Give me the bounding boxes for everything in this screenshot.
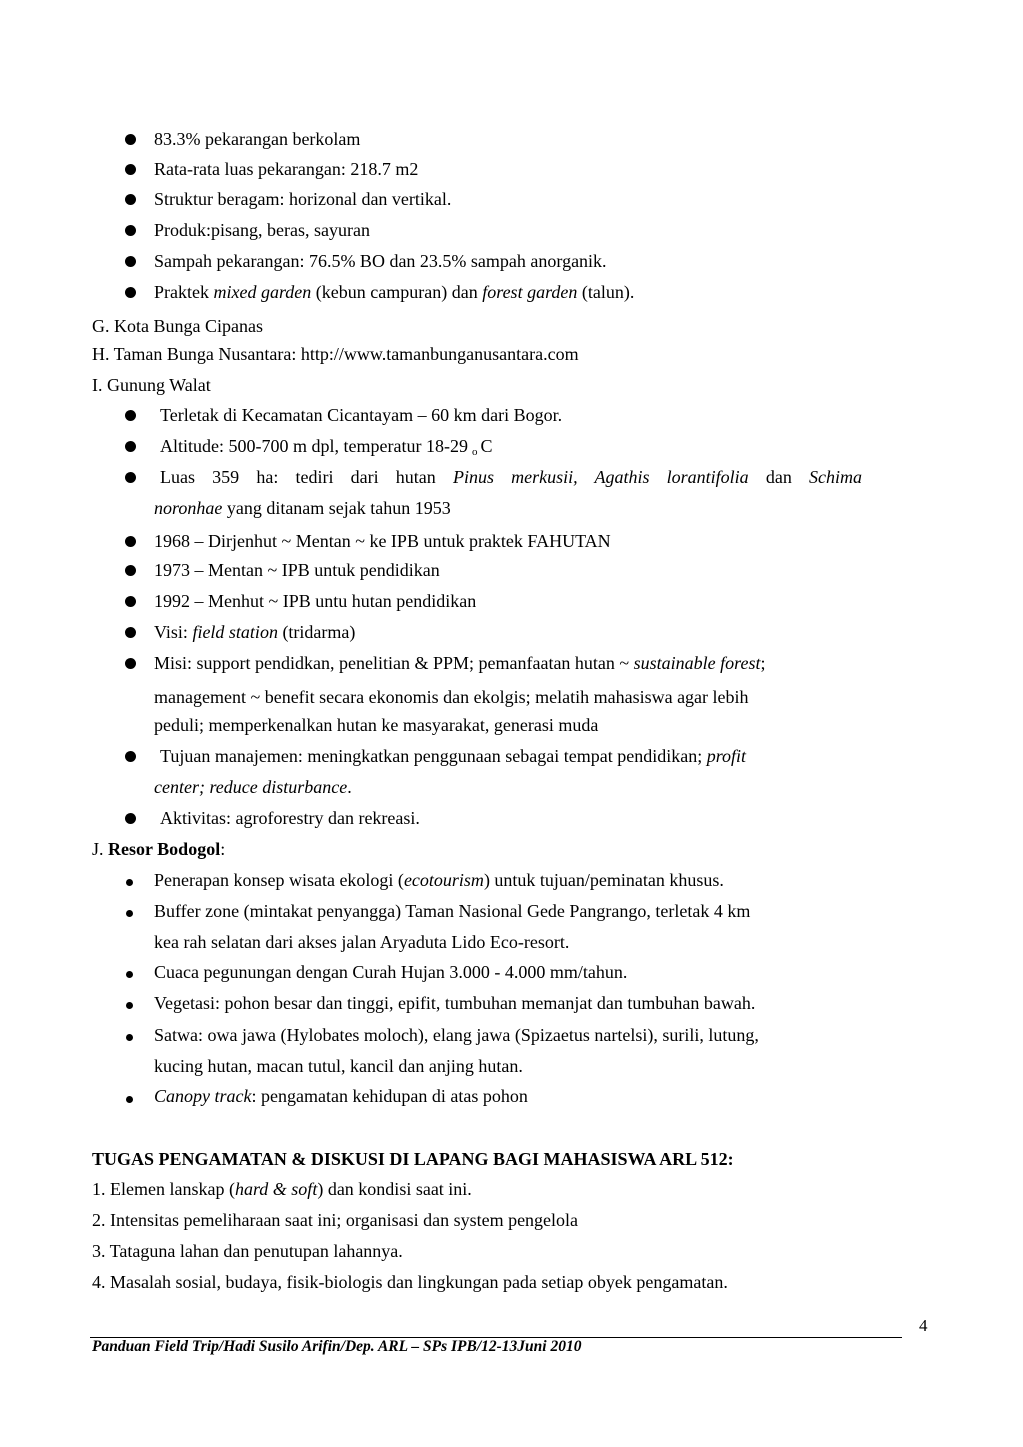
section-i-heading: I. Gunung Walat — [92, 375, 211, 395]
section-j-heading: J. Resor Bodogol: — [92, 839, 226, 859]
bullet-icon — [125, 813, 136, 824]
bullet-icon — [125, 256, 136, 267]
list-item: Tujuan manajemen: meningkatkan penggunaan sebagai tempat pendidikan; profit — [160, 746, 747, 766]
page-number: 4 — [919, 1316, 928, 1335]
list-item-continuation: center; reduce disturbance. — [154, 777, 352, 797]
list-item-continuation: noronhae yang ditanam sejak tahun 1953 — [154, 498, 451, 518]
list-item: Aktivitas: agroforestry dan rekreasi. — [160, 808, 420, 828]
bullet-icon — [125, 627, 136, 638]
bullet-icon — [125, 565, 136, 576]
list-item: Penerapan konsep wisata ekologi (ecotourism) untuk tujuan/peminatan khusus. — [154, 870, 724, 890]
list-item: Satwa: owa jawa (Hylobates moloch), elang jawa (Spizaetus nartelsi), surili, lutung, — [154, 1025, 759, 1045]
list-item-continuation: kucing hutan, macan tutul, kancil dan anjing hutan. — [154, 1056, 523, 1076]
list-item: Struktur beragam: horizonal dan vertikal. — [154, 189, 452, 209]
bullet-icon — [125, 287, 136, 298]
tugas-heading: TUGAS PENGAMATAN & DISKUSI DI LAPANG BAGI MAHASISWA ARL 512: — [92, 1149, 734, 1169]
list-item: 1973 – Mentan ~ IPB untuk pendidikan — [154, 560, 440, 580]
bullet-icon — [126, 910, 133, 917]
bullet-icon — [125, 225, 136, 236]
list-item: Vegetasi: pohon besar dan tinggi, epifit, tumbuhan memanjat dan tumbuhan bawah. — [154, 993, 756, 1013]
list-item: Sampah pekarangan: 76.5% BO dan 23.5% sampah anorganik. — [154, 251, 607, 271]
tugas-item: 2. Intensitas pemeliharaan saat ini; organisasi dan system pengelola — [92, 1210, 579, 1230]
bullet-icon — [125, 596, 136, 607]
list-item: Buffer zone (mintakat penyangga) Taman Nasional Gede Pangrango, terletak 4 km — [154, 901, 751, 921]
bullet-icon — [125, 658, 136, 669]
bullet-icon — [126, 1002, 133, 1009]
list-item-continuation: kea rah selatan dari akses jalan Aryaduta Lido Eco-resort. — [154, 932, 570, 952]
list-item: Praktek mixed garden (kebun campuran) dan forest garden (talun). — [154, 282, 635, 302]
bullet-icon — [125, 194, 136, 205]
bullet-icon — [125, 472, 136, 483]
list-item: Altitude: 500-700 m dpl, temperatur 18-29 $_o$ C — [160, 436, 493, 458]
bullet-icon — [125, 410, 136, 421]
list-item: 1968 – Dirjenhut ~ Mentan ~ ke IPB untuk praktek FAHUTAN — [154, 531, 611, 551]
tugas-item: 4. Masalah sosial, budaya, fisik-biologis dan lingkungan pada setiap obyek pengamatan. — [92, 1272, 728, 1292]
list-item-continuation: management ~ benefit secara ekonomis dan ekolgis; melatih mahasiswa agar lebih — [154, 687, 749, 707]
list-item: Misi: support pendidkan, penelitian & PPM; pemanfaatan hutan ~ sustainable forest; — [154, 653, 766, 673]
list-item: Produk:pisang, beras, sayuran — [154, 220, 370, 240]
list-item: Terletak di Kecamatan Cicantayam – 60 km dari Bogor. — [160, 405, 563, 425]
list-item: 83.3% pekarangan berkolam — [154, 129, 361, 149]
bullet-icon — [125, 536, 136, 547]
list-item: Luas 359 ha: tediri dari hutan Pinus merkusii, Agathis lorantifolia dan Schima — [160, 467, 862, 487]
list-item: Visi: field station (tridarma) — [154, 622, 356, 642]
list-item: Rata-rata luas pekarangan: 218.7 m2 — [154, 159, 419, 179]
bullet-icon — [126, 971, 133, 978]
list-item: Cuaca pegunungan dengan Curah Hujan 3.000 - 4.000 mm/tahun. — [154, 962, 628, 982]
tugas-item: 3. Tataguna lahan dan penutupan lahannya. — [92, 1241, 403, 1261]
footer-text: Panduan Field Trip/Hadi Susilo Arifin/Dep. ARL – SPs IPB/12-13Juni 2010 — [92, 1338, 582, 1355]
section-g-heading: G. Kota Bunga Cipanas — [92, 316, 263, 336]
bullet-icon — [125, 751, 136, 762]
bullet-icon — [125, 441, 136, 452]
list-item-continuation: peduli; memperkenalkan hutan ke masyarakat, generasi muda — [154, 715, 599, 735]
bullet-icon — [125, 164, 136, 175]
section-h-heading: H. Taman Bunga Nusantara: http://www.tamanbunganusantara.com — [92, 344, 579, 364]
bullet-icon — [126, 1096, 133, 1103]
bullet-icon — [126, 879, 133, 886]
bullet-icon — [126, 1034, 133, 1041]
list-item: 1992 – Menhut ~ IPB untu hutan pendidikan — [154, 591, 477, 611]
list-item: Canopy track: pengamatan kehidupan di atas pohon — [154, 1086, 528, 1106]
tugas-item: 1. Elemen lanskap (hard & soft) dan kondisi saat ini. — [92, 1179, 472, 1199]
bullet-icon — [125, 134, 136, 145]
